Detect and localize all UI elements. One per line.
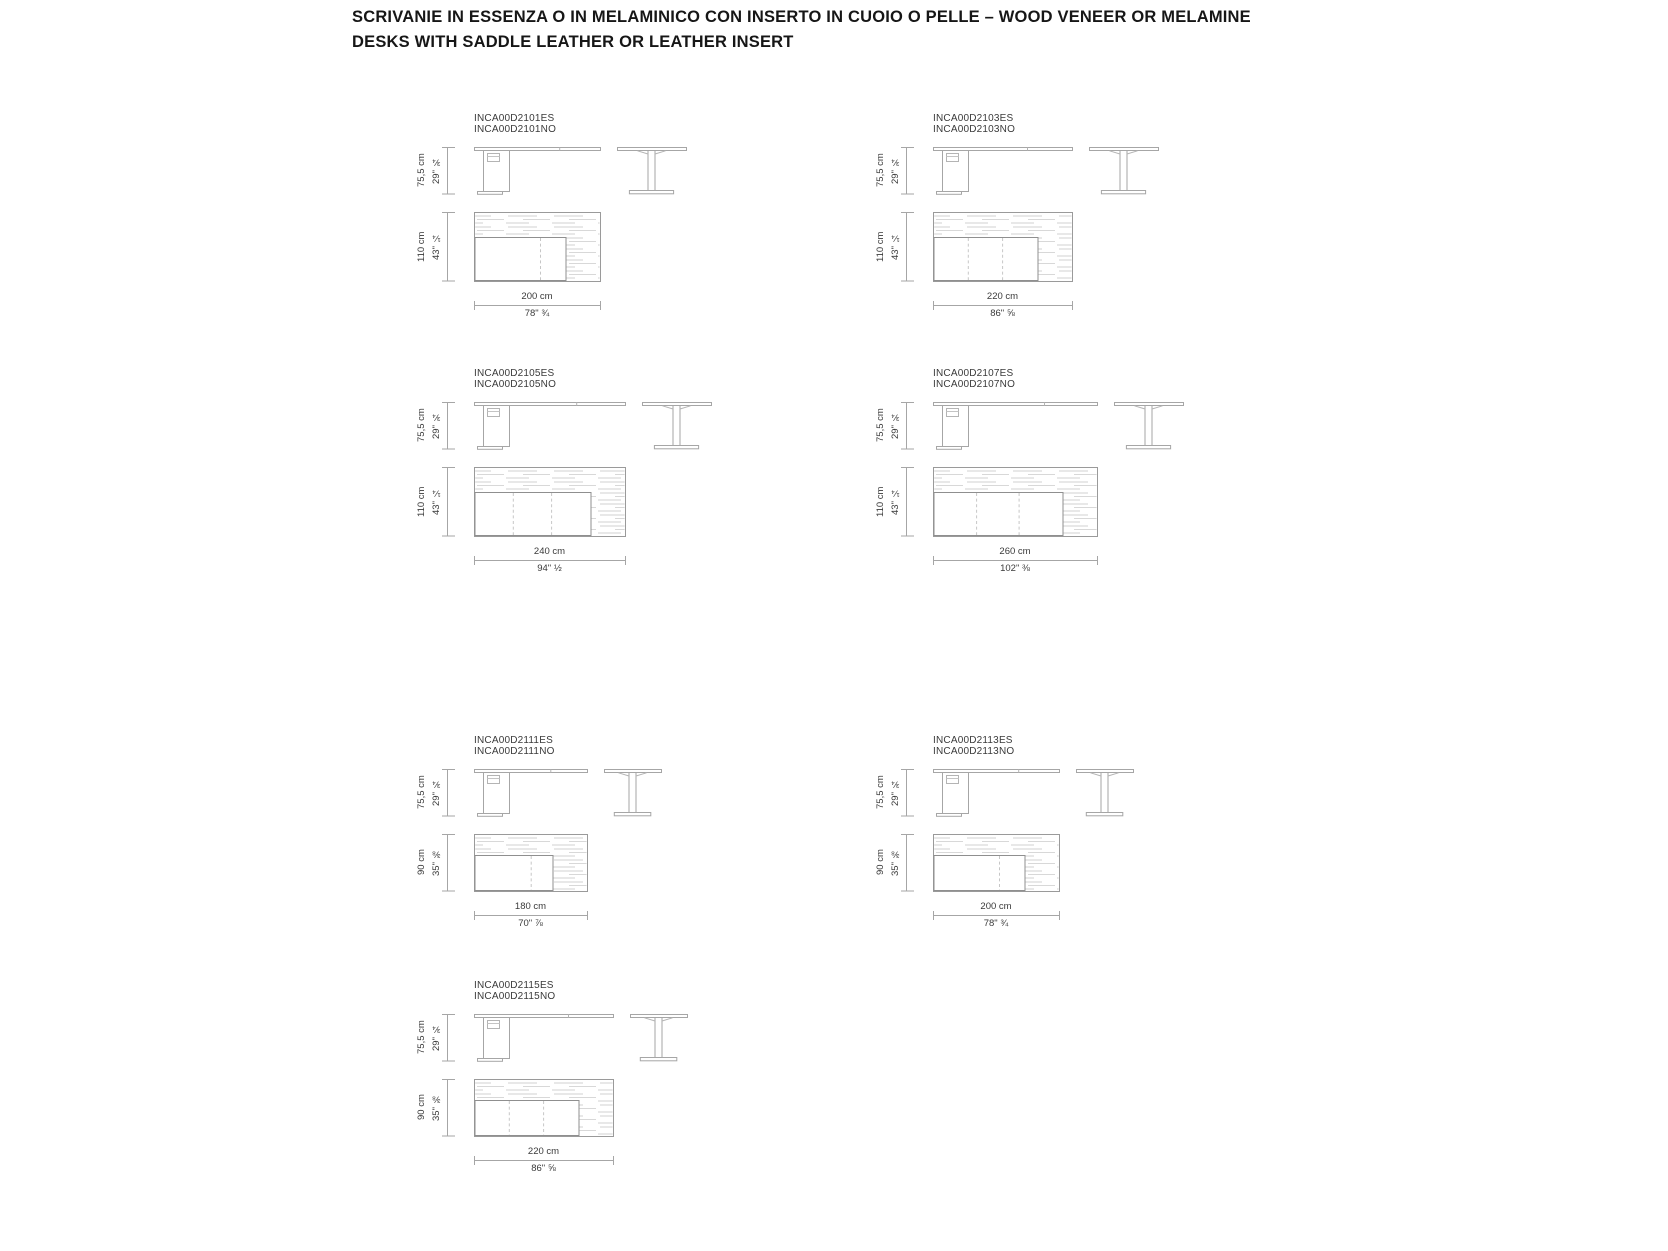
height-dim-cm-label: 75,5 cm bbox=[875, 775, 886, 810]
product-code-no: INCA00D2111NO bbox=[474, 746, 555, 757]
depth-dim-cm-label: 110 cm bbox=[875, 486, 886, 517]
product-code-es: INCA00D2107ES bbox=[933, 368, 1014, 379]
width-dim-cm-label: 200 cm bbox=[521, 291, 553, 302]
width-dim-cm-label: 240 cm bbox=[533, 546, 566, 557]
width-dim-inches-label: 78" ¾ bbox=[524, 308, 550, 319]
product-code-es: INCA00D2105ES bbox=[474, 368, 555, 379]
height-dim-cm-label: 75,5 cm bbox=[416, 153, 427, 188]
front-elevation bbox=[475, 770, 588, 817]
plan-view bbox=[475, 468, 626, 537]
plan-view bbox=[934, 213, 1073, 282]
plan-view bbox=[934, 835, 1060, 892]
product-code-no: INCA00D2105NO bbox=[474, 379, 557, 390]
width-dim-inches-label: 94" ½ bbox=[537, 563, 562, 574]
product-block bbox=[414, 115, 696, 323]
product-code-es: INCA00D2111ES bbox=[474, 735, 553, 746]
plan-view bbox=[475, 213, 601, 282]
plan-view bbox=[475, 835, 588, 892]
height-dim-inches-label: 29" ¾ bbox=[431, 411, 442, 440]
front-elevation bbox=[475, 1015, 614, 1062]
product-block bbox=[414, 737, 671, 933]
depth-dim-inches-label: 43" ¼ bbox=[890, 232, 901, 261]
side-elevation bbox=[618, 148, 687, 194]
depth-dim-inches-label: 43" ¼ bbox=[890, 487, 901, 516]
side-elevation bbox=[1115, 403, 1184, 449]
width-dim-inches-label: 70" ⅞ bbox=[518, 918, 543, 929]
product-block bbox=[414, 982, 697, 1178]
side-elevation bbox=[643, 403, 712, 449]
width-dim-cm-label: 220 cm bbox=[986, 291, 1019, 302]
product-code-no: INCA00D2115NO bbox=[474, 991, 556, 1002]
depth-dim-inches-label: 43" ¼ bbox=[431, 487, 442, 516]
product-code-es: INCA00D2103ES bbox=[933, 113, 1014, 124]
side-elevation bbox=[1077, 770, 1134, 816]
width-dim-inches-label: 86" ⅝ bbox=[990, 308, 1015, 319]
front-elevation bbox=[475, 148, 601, 195]
width-dim-cm-label: 260 cm bbox=[999, 546, 1031, 557]
width-dim-inches-label: 102" ⅜ bbox=[1000, 563, 1030, 574]
depth-dim-inches-label: 43" ¼ bbox=[431, 232, 442, 261]
product-block bbox=[873, 370, 1193, 578]
depth-dim-cm-label: 110 cm bbox=[416, 231, 427, 262]
height-dim-inches-label: 29" ¾ bbox=[431, 778, 442, 807]
front-elevation bbox=[475, 403, 626, 450]
depth-dim-cm-label: 90 cm bbox=[416, 1094, 427, 1121]
front-elevation bbox=[934, 770, 1060, 817]
height-dim-inches-label: 29" ¾ bbox=[890, 778, 901, 807]
product-code-es: INCA00D2101ES bbox=[474, 113, 555, 124]
page-title-line2: DESKS WITH SADDLE LEATHER OR LEATHER INSERT bbox=[352, 33, 794, 51]
product-code-no: INCA00D2107NO bbox=[933, 379, 1016, 390]
front-elevation bbox=[934, 403, 1098, 450]
width-dim-inches-label: 86" ⅝ bbox=[531, 1163, 556, 1174]
product-code-no: INCA00D2113NO bbox=[933, 746, 1015, 757]
depth-dim-cm-label: 90 cm bbox=[416, 849, 427, 876]
height-dim-inches-label: 29" ¾ bbox=[890, 411, 901, 440]
product-block bbox=[873, 737, 1143, 933]
height-dim-cm-label: 75,5 cm bbox=[416, 408, 427, 443]
side-elevation bbox=[605, 770, 662, 816]
depth-dim-inches-label: 35" ⅜ bbox=[431, 848, 442, 877]
height-dim-inches-label: 29" ¾ bbox=[431, 1023, 442, 1052]
height-dim-inches-label: 29" ¾ bbox=[890, 156, 901, 185]
page-title-line1: SCRIVANIE IN ESSENZA O IN MELAMINICO CON INSERTO IN CUOIO O PELLE – WOOD VENEER OR MELAMINE bbox=[352, 8, 1251, 26]
plan-view bbox=[475, 1080, 614, 1137]
side-elevation bbox=[1090, 148, 1159, 194]
width-dim-inches-label: 78" ¾ bbox=[983, 918, 1009, 929]
depth-dim-cm-label: 110 cm bbox=[875, 231, 886, 262]
width-dim-cm-label: 200 cm bbox=[980, 901, 1012, 912]
height-dim-cm-label: 75,5 cm bbox=[875, 408, 886, 443]
height-dim-cm-label: 75,5 cm bbox=[416, 1020, 427, 1055]
product-block bbox=[414, 370, 721, 578]
product-code-es: INCA00D2113ES bbox=[933, 735, 1013, 746]
height-dim-cm-label: 75,5 cm bbox=[416, 775, 427, 810]
depth-dim-cm-label: 90 cm bbox=[875, 849, 886, 876]
depth-dim-inches-label: 35" ⅜ bbox=[431, 1093, 442, 1122]
width-dim-cm-label: 180 cm bbox=[514, 901, 547, 912]
depth-dim-inches-label: 35" ⅜ bbox=[890, 848, 901, 877]
side-elevation bbox=[631, 1015, 688, 1061]
height-dim-cm-label: 75,5 cm bbox=[875, 153, 886, 188]
product-code-no: INCA00D2103NO bbox=[933, 124, 1016, 135]
plan-view bbox=[934, 468, 1098, 537]
product-code-no: INCA00D2101NO bbox=[474, 124, 557, 135]
height-dim-inches-label: 29" ¾ bbox=[431, 156, 442, 185]
depth-dim-cm-label: 110 cm bbox=[416, 486, 427, 517]
width-dim-cm-label: 220 cm bbox=[527, 1146, 560, 1157]
product-block bbox=[873, 115, 1168, 323]
product-code-es: INCA00D2115ES bbox=[474, 980, 554, 991]
front-elevation bbox=[934, 148, 1073, 195]
